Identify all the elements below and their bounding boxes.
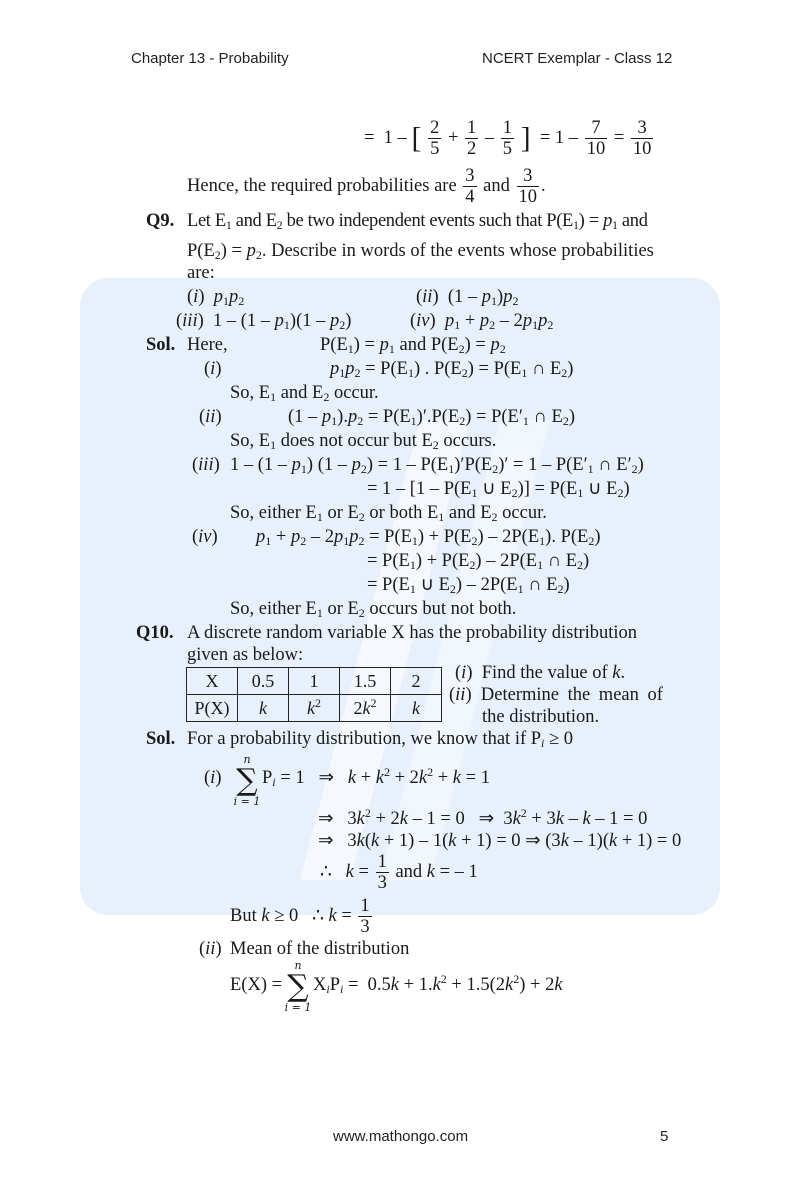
sol9-label: Sol.	[146, 335, 176, 355]
table-cell: 1.5	[340, 668, 391, 695]
q10-part-ii-text: Determine the mean of	[480, 685, 663, 705]
q9-text: and	[617, 211, 648, 231]
result-text: So, E	[230, 431, 271, 451]
table-cell: k	[391, 695, 442, 722]
table-cell: k	[238, 695, 289, 722]
summation-1: n ∑ i = 1	[233, 753, 261, 808]
table-cell: $2k^2$	[340, 695, 391, 722]
q10-part-i-text: Find the value of	[481, 663, 608, 683]
sol10-i-eq1: $P_i = 1$ ⇒ $k + k^2 + 2k^2 + k = 1$	[262, 765, 490, 789]
summation-2: n ∑ i = 1	[284, 959, 312, 1014]
hence-text: Hence, the required probabilities are	[187, 175, 457, 196]
sol9-iv-eq2: = $P(E_1) + P(E_2) - 2P(E_1$ ∩ $E_2$)	[367, 551, 590, 572]
sol9-i-label: (i)	[204, 359, 222, 379]
result-text: occur.	[329, 383, 379, 403]
q9-label: Q9.	[146, 211, 175, 231]
table-cell: 1	[289, 668, 340, 695]
q9-option-ii: (ii) $(1 - p_1)p_2$	[416, 287, 519, 308]
result-text: and E	[444, 503, 492, 523]
q10-part-ii-line2: the distribution.	[482, 707, 600, 727]
sol9-iii-result: So, either $E_1$ or $E_2$ or both $E_1$ and $E_2$ occur.	[230, 503, 547, 524]
result-text: occurs but not both.	[364, 599, 517, 619]
sol10-i-eq2: ⇒ $3k^2 + 2k - 1 = 0$ ⇒ $3k^2 + 3k - k - 1 = 0$	[318, 806, 648, 829]
and-text: and	[483, 175, 510, 196]
result-text: occur.	[497, 503, 547, 523]
q9-text: Let E	[187, 211, 226, 231]
hence-line: Hence, the required probabilities are $\frac{3}{4}$ and $\frac{3}{10}$ .	[187, 166, 546, 207]
result-text: occurs.	[438, 431, 497, 451]
q9-text: and E	[231, 211, 277, 231]
q9-text: . Describe in words of the events whose probabilities	[261, 241, 654, 261]
q10-line2: given as below:	[187, 645, 304, 665]
sol9-iv-label: (iv)	[192, 527, 218, 547]
result-text: or E	[322, 503, 359, 523]
result-text: and E	[276, 383, 324, 403]
q10-line1: A discrete random variable X has the probability distribution	[187, 623, 638, 643]
sol9-i-result: So, $E_1$ and $E_2$ occur.	[230, 383, 379, 404]
table-cell: 2	[391, 668, 442, 695]
q10-part-i: (i) Find the value of k.	[455, 663, 626, 683]
but-text: But	[230, 905, 257, 926]
q9-text: be two independent events such that P(E	[282, 211, 573, 231]
sol9-given: $P(E_1) = p_1$ and $P(E_2) = p_2$	[320, 335, 506, 356]
sol10-ii-lhs: E(X) =	[230, 975, 283, 995]
q9-line3: are:	[187, 263, 215, 283]
sol9-iv-result: So, either $E_1$ or $E_2$ occurs but not both.	[230, 599, 517, 620]
page-number: 5	[660, 1128, 669, 1145]
equation-top: = 1 – [ $\frac{2}{5}$ + $\frac{1}{2}$ – $\frac{1}{5}$ ] = 1 – $\frac{7}{10}$ = $\frac{3}{10}$	[364, 118, 652, 159]
sol10-ii-title: Mean of the distribution	[230, 939, 410, 959]
sol10-i-conclusion: But k ≥ 0 ∴ k = $\frac{1}{3}$	[230, 896, 370, 937]
sol9-ii-label: (ii)	[199, 407, 222, 427]
footer-url[interactable]: www.mathongo.com	[333, 1128, 469, 1145]
q9-text: ) =	[578, 211, 604, 231]
q9-text: ) =	[220, 241, 247, 261]
sol9-ii-result: So, $E_1$ does not occur but $E_2$ occurs.	[230, 431, 497, 452]
table-cell: X	[187, 668, 238, 695]
sol9-i-eq: $p_1p_2 = P(E_1)$ . $P(E_2) = P(E_1$ ∩ $E_2$)	[330, 359, 574, 380]
result-text: So, either E	[230, 599, 317, 619]
q9-option-iv: (iv) $p_1 + p_2 - 2p_1p_2$	[410, 311, 554, 332]
q10-part-ii: (ii) Determine the mean of	[449, 685, 663, 705]
sol10-intro-text: For a probability distribution, we know that if P	[187, 729, 542, 749]
table-row	[187, 695, 442, 722]
sol9-iv-eq3: = $P(E_1$ ∪ $E_2) - 2P(E_1$ ∩ $E_2$)	[367, 575, 570, 596]
q10-label: Q10.	[136, 623, 174, 643]
q9-option-iii: (iii) $1 - (1 - p_1)(1 - p_2)$	[176, 311, 352, 332]
result-text: So, either E	[230, 503, 317, 523]
result-text: does not occur but E	[276, 431, 433, 451]
chapter-title: Chapter 13 - Probability	[131, 50, 289, 67]
sol9-iii-eq2: = $1 - [1 - P(E_1$ ∪ $E_2)] = P(E_1$ ∪ $E_2$)	[367, 479, 630, 500]
sol9-iv-eq1: $p_1 + p_2 - 2p_1p_2 = P(E_1) + P(E_2) - 2P(E_1)$. $P(E_2)$	[256, 527, 601, 548]
sol10-i-eq4: ∴ k = $\frac{1}{3}$ and k = – 1	[320, 852, 478, 893]
result-text: or E	[322, 599, 359, 619]
q9-line2: $P(E_2) = p_2$. Describe in words of the events whose probabilities	[187, 241, 654, 262]
sol10-intro: For a probability distribution, we know that if $P_i \ge 0$	[187, 729, 574, 750]
sol10-i-eq3: ⇒ 3k(k + 1) – 1(k + 1) = 0 ⇒ (3k – 1)(k + 1) = 0	[318, 831, 682, 851]
sol10-ii-eq: $X_iP_i = 0.5k + 1.k^2 + 1.5(2k^2) + 2k$	[313, 972, 563, 996]
sol9-iii-eq1: $1 - (1 - p_1)$ $(1 - p_2) = 1 - P(E_1)'P(E_2)' = 1 - P(E'_1$ ∩ $E'_2$)	[230, 455, 644, 476]
sol9-here: Here,	[187, 335, 228, 355]
sol10-i-label: (i)	[204, 768, 222, 788]
book-title: NCERT Exemplar - Class 12	[482, 50, 673, 67]
table-cell: $k^2$	[289, 695, 340, 722]
table-cell: 0.5	[238, 668, 289, 695]
distribution-table	[186, 667, 442, 722]
result-text: or both E	[364, 503, 439, 523]
sol9-ii-eq: $(1 - p_1).p_2 = P(E_1)'.P(E_2) = P(E'_1$ ∩ $E_2$)	[288, 407, 575, 428]
q9-line1: Let $E_1$ and $E_2$ be two independent events such that $P(E_1) = p_1$ and	[187, 211, 648, 232]
q9-text: P(E	[187, 241, 215, 261]
sol9-iii-label: (iii)	[192, 455, 220, 475]
table-cell: P(X)	[187, 695, 238, 722]
result-text: So, E	[230, 383, 271, 403]
table-row	[187, 668, 442, 695]
sol10-label: Sol.	[146, 729, 176, 749]
sol10-ii-label: (ii)	[199, 939, 222, 959]
q9-option-i: (i) $p_1p_2$	[187, 287, 245, 308]
